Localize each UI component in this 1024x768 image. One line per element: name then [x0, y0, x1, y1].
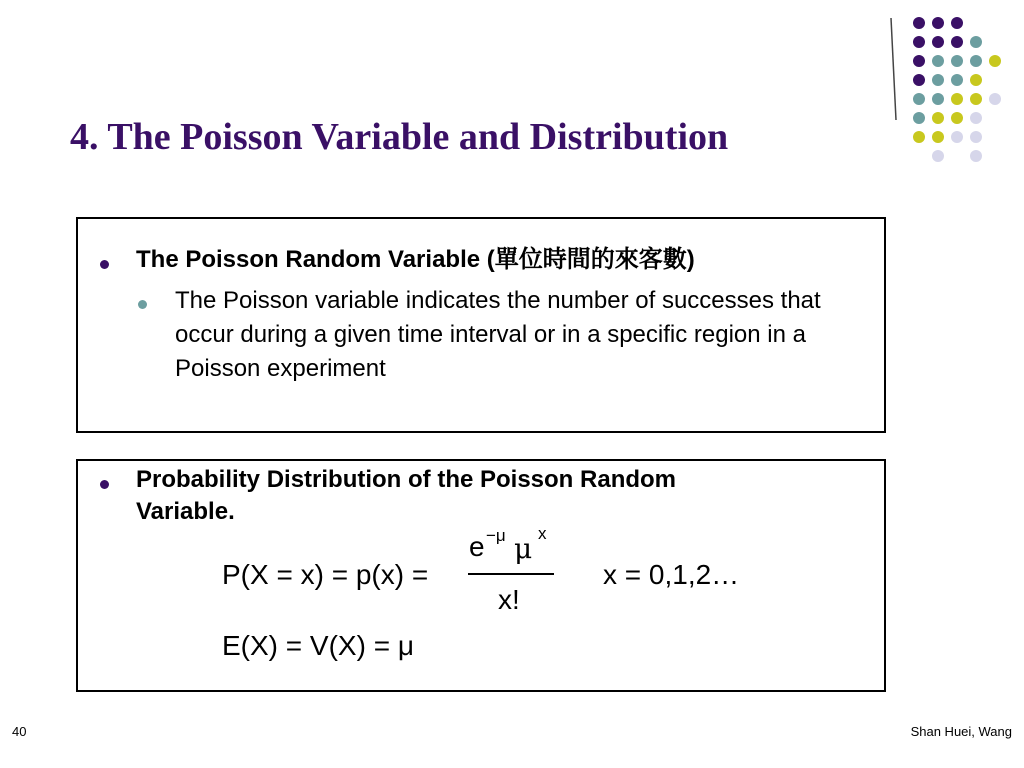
- fraction-bar: [468, 573, 554, 575]
- distribution-heading-line2: Variable.: [136, 498, 235, 525]
- definition-body: The Poisson variable indicates the number of successes that occur during a given time interval or in a specific region in a Poisson experiment: [175, 287, 821, 382]
- bullet-dot: [100, 260, 109, 269]
- formula-numerator-mu-exponent: x: [538, 524, 547, 543]
- definition-heading: The Poisson Random Variable (單位時間的來客數): [136, 246, 695, 273]
- formula-lhs: P(X = x) = p(x) =: [222, 559, 429, 590]
- distribution-heading-line1: Probability Distribution of the Poisson Random: [136, 466, 677, 493]
- slide-title: 4. The Poisson Variable and Distribution: [70, 116, 729, 158]
- formula-numerator-exponent: −μ: [486, 526, 506, 545]
- formula-domain: x = 0,1,2…: [603, 559, 740, 590]
- distribution-box: [76, 459, 886, 692]
- page-number: 40: [12, 724, 27, 739]
- author-credit: Shan Huei, Wang: [910, 724, 1012, 739]
- sub-bullet-dot: [138, 300, 147, 309]
- formula-expectation: E(X) = V(X) = μ: [222, 630, 414, 661]
- formula-numerator-mu: μ: [514, 532, 533, 565]
- definition-box: [76, 217, 886, 433]
- formula-numerator-base: e: [469, 531, 485, 562]
- bullet-dot: [100, 480, 109, 489]
- formula-denominator: x!: [498, 584, 520, 615]
